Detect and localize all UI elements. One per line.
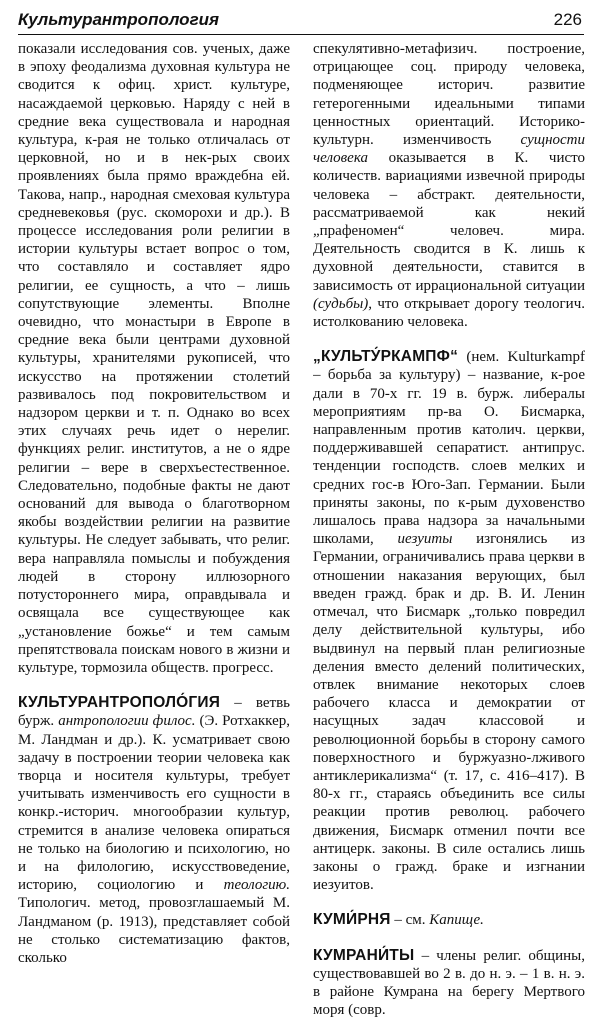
headword: „КУЛЬТУ́РКАМПФ“	[313, 348, 459, 366]
cross-reference: Капище.	[429, 912, 484, 929]
continued-text: показали исследования сов. ученых, даже в эпоху феодализма духовная культура не сводится к офиц. христ. культуре, насаждаемой церковью. Наряду с ней в средние века существовала и народная культура, к-рая не только отличалась от церковной, но и в нек-рых своих проявлениях была прямо враждебна ей. Такова, напр., народная смеховая культура средневековья (рус. скоморохи и др.). В процессе исследования роли религии в истории культуры встает вопрос о том, что составляло и составляет ядро религии, ее сущность, а что – лишь сопутствующие элементы. Вполне очевидно, что монастыри в Европе в средние века были центрами духовной культуры, хранителями рукописей, что искусство на протяжении столетий развивалось под покровительством и надзором церкви и т. п. Однако во всех этих случаях речь идет о нерелиг. функциях религ. институтов, а не о ядре религии – вере в сверхъестественное. Следовательно, подобные факты не дают оснований для вывода о благотворном якобы воздействии религии на развитие культуры. Не следует забывать, что религ. вера направляла помыслы и побуждения людей в сторону иллюзорного потустороннего мира, оправдывала и освящала все существующее как „установление божье“ и тем самым препятствовала поискам нового в жизни и культуре, тормозила обществ. прогресс.	[18, 41, 290, 676]
entry-text: (Э. Ротхаккер, М. Ландман и др.). К. усматривает свою задачу в построении теории человека как творца и носителя культуры, требует учитывать изменчивость его сущности в конкр.-историч. многообразии культур, стремится в анализе человека опираться не только на биологию и психологию, но и на филологию, искусствоведение, историю, социологию и	[18, 713, 290, 894]
cross-reference: теологию.	[223, 877, 290, 894]
entry-text: (нем. Kulturkampf – борьба за культуру) – название, к-рое дали в 70-х гг. 19 в. бурж. либералы мероприятиям пр-ва О. Бисмарка, направленным против католич. церкви, поддерживавшей сепаратист. антипрус. тенденции господств. слоев мелких и средних гос-в Юго-Зап. Германии. Были приняты законы, по к-рым духовенство лишалось права надзора за начальными школами,	[313, 349, 585, 548]
page-header	[18, 8, 584, 35]
text-run: оказывается в К. чисто количеств. вариациями извечной природы человека – абстракт. деятельности, рассматриваемой как некий „прафеномен“ человеч. мира. Деятельность сводится в К. лишь к духовной деятельности, ставится в зависимость от иррациональной ситуации	[313, 150, 585, 294]
cross-reference: иезуиты	[397, 531, 453, 548]
entry-kulturkampf	[313, 348, 585, 894]
entry-text: – ветвь бурж.	[18, 695, 290, 730]
cross-reference: сущности человека	[313, 132, 585, 167]
entry-kulturantropologia	[18, 694, 290, 967]
italic-text: (судьбы)	[313, 295, 369, 312]
text-run: спекулятивно-метафизич. построение, отрицающее соц. природу человека, подменяющее историч. развитие гетерогенными идеальными типами ценностных ориентаций. Историко-культурн. изменчивость	[313, 41, 585, 149]
left-column	[18, 40, 290, 1018]
headword: КУМИ́РНЯ	[313, 911, 391, 929]
entry-text: – члены религ. общины, существовавшей во 2 в. до н. э. – 1 в. н. э. в районе Кумрана на берегу Мертвого моря (совр.	[313, 947, 585, 1018]
entry-kumranity	[313, 947, 585, 1018]
entry-kumirnya	[313, 911, 585, 929]
cross-reference: антропологии филос.	[58, 713, 196, 730]
continued-text	[313, 40, 585, 331]
running-title: Культурантропология	[18, 10, 220, 29]
headword: КУМРАНИ́ТЫ	[313, 946, 415, 964]
text-run: , что открывает дорогу теологич. истолкованию человека.	[313, 295, 585, 331]
headword: КУЛЬТУРАНТРОПОЛО́ГИЯ	[18, 694, 221, 712]
entry-text: – см.	[390, 912, 430, 929]
right-column	[313, 40, 585, 1018]
entry-text: Типологич. метод, провозглашаемый М. Ландманом (р. 1913), представляет собой не столько систематизацию фактов, сколько	[18, 895, 290, 966]
page-number: 226	[553, 10, 582, 29]
entry-text: изгонялись из Германии, ограничивались права церкви в отношении наказания верующих, был введен гражд. брак и др. В. И. Ленин отмечал, что Бисмарк „только повредил делу действительной культуры, ибо выдвинул на первый план религиозные деления вместо делений политических, отвлек внимание некоторых слоев рабочего класса и демократии от насущных задач классовой и революционной борьбы в сторону самого поверхностного и буржуазно-лживого антиклерикализма“ (т. 17, с. 416–417). В 80-х гг., стараясь объединить все силы реакции против революц. рабочего движения, Бисмарк отменил почти все антицерк. законы. В силе остались лишь законы о гражд. браке и изгнании иезуитов.	[313, 531, 585, 894]
